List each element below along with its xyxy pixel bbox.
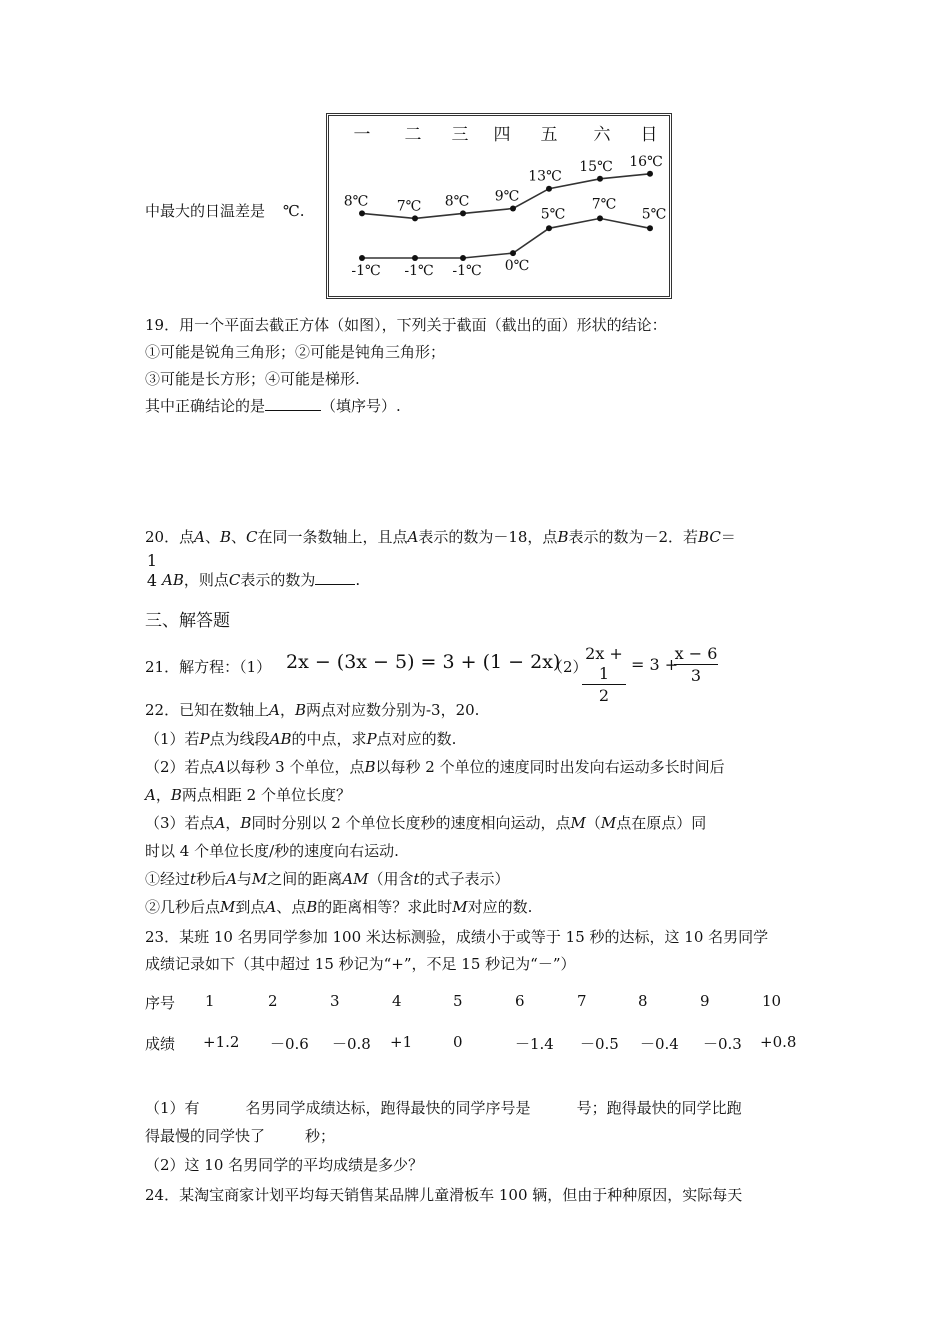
table-cell-index: 9: [700, 992, 710, 1010]
q23-stem2: 成绩记录如下（其中超过 15 秒记为“+”，不足 15 秒记为“－”）: [145, 955, 576, 973]
data-label-low: -1℃: [452, 263, 482, 279]
q22-sub1: ①经过t秒后A与M之间的距离AM（用含t的式子表示）: [145, 870, 510, 888]
data-point-high: [359, 210, 365, 216]
data-point-low: [597, 215, 603, 221]
q19-answer-blank[interactable]: [265, 396, 321, 411]
table-cell-score: －0.5: [580, 1035, 619, 1053]
q21-label2: （2）: [548, 658, 588, 676]
table-cell-score: +0.8: [760, 1033, 797, 1051]
table-cell-score: －0.3: [703, 1035, 742, 1053]
day-label: 六: [593, 125, 611, 145]
q23-part2: （2）这 10 名男同学的平均成绩是多少？: [145, 1156, 424, 1174]
data-label-high: 16℃: [629, 153, 663, 170]
table-cell-score: 0: [453, 1033, 463, 1051]
data-point-low: [359, 255, 365, 261]
q20-answer-blank[interactable]: [315, 570, 355, 585]
q19-stem: 19．用一个平面去截正方体（如图），下列关于截面（截出的面）形状的结论：: [145, 316, 667, 334]
q22-stem: 22．已知在数轴上A，B两点对应数分别为-3，20.: [145, 701, 480, 719]
data-label-high: 13℃: [528, 168, 562, 185]
q22-part1: （1）若P点为线段AB的中点，求P点对应的数.: [145, 730, 457, 748]
q21-fraction1: $\frac{2x + 1}{2}$: [582, 644, 626, 707]
temperature-chart: [326, 113, 672, 299]
q21-label: 21．解方程：（1）: [145, 658, 272, 676]
q20-stem: 20．点A、B、C在同一条数轴上，且点A表示的数为－18，点B表示的数为－2．若BC＝: [145, 528, 736, 546]
temperature-chart-svg: [329, 116, 669, 296]
day-label: 五: [540, 125, 558, 145]
table-cell-index: 10: [762, 992, 782, 1010]
data-label-high: 9℃: [494, 188, 520, 205]
q23-part1-cont: 得最慢的同学快了 秒；: [145, 1127, 336, 1145]
table-cell-score: －1.4: [515, 1035, 554, 1053]
q22-sub2: ②几秒后点M到点A、点B的距离相等？求此时M对应的数.: [145, 898, 533, 916]
day-label: 四: [493, 125, 511, 145]
q22-part2: （2）若点A以每秒 3 个单位，点B以每秒 2 个单位的速度同时出发向右运动多长时间后: [145, 758, 725, 776]
table-cell-index: 3: [330, 992, 340, 1010]
day-label: 日: [640, 125, 658, 145]
table-cell-score: +1.2: [203, 1033, 240, 1051]
data-point-high: [597, 176, 603, 182]
series-line-low: [362, 218, 650, 258]
q22-part2-cont: A，B两点相距 2 个单位长度？: [145, 786, 351, 804]
data-label-high: 8℃: [444, 193, 470, 210]
data-point-high: [510, 206, 516, 212]
data-point-high: [546, 186, 552, 192]
q22-part3: （3）若点A，B同时分别以 2 个单位长度秒的速度相向运动，点M（M点在原点）同: [145, 814, 707, 832]
q21-mid: = 3 +: [631, 655, 679, 674]
q22-part3-cont: 时以 4 个单位长度/秒的速度向右运动.: [145, 842, 399, 860]
data-label-high: 7℃: [396, 198, 422, 215]
day-label: 三: [451, 125, 469, 145]
data-label-low: -1℃: [404, 263, 434, 279]
table-cell-index: 5: [453, 992, 463, 1010]
q21-fraction2: $\frac{x - 6}{3}$: [674, 644, 718, 685]
q18-text: 中最大的日温差是 ℃.: [145, 202, 305, 220]
table-row-label: 成绩: [145, 1035, 176, 1053]
table-cell-score: +1: [390, 1033, 413, 1051]
table-cell-score: －0.4: [640, 1035, 679, 1053]
table-row-label: 序号: [145, 994, 176, 1012]
q23-stem1: 23．某班 10 名男同学参加 100 米达标测验，成绩小于或等于 15 秒的达标，这 10 名男同学: [145, 928, 769, 946]
data-label-high: 15℃: [579, 158, 613, 175]
table-cell-index: 1: [205, 992, 215, 1010]
q23-part1: （1）有 名男同学成绩达标，跑得最快的同学序号是 号；跑得最快的同学比跑: [145, 1099, 742, 1117]
table-cell-score: －0.6: [270, 1035, 309, 1053]
data-label-low: 5℃: [641, 206, 667, 223]
data-label-low: -1℃: [351, 263, 381, 279]
data-point-low: [510, 250, 516, 256]
table-cell-index: 2: [268, 992, 278, 1010]
data-point-low: [546, 225, 552, 231]
q20-stem-cont: AB，则点C表示的数为 .: [162, 571, 361, 589]
data-point-low: [647, 225, 653, 231]
data-label-low: 0℃: [504, 258, 530, 275]
day-label: 二: [404, 125, 422, 145]
data-point-high: [647, 171, 653, 177]
table-cell-index: 6: [515, 992, 525, 1010]
table-cell-score: －0.8: [332, 1035, 371, 1053]
data-point-low: [460, 255, 466, 261]
section-heading: 三、解答题: [145, 611, 230, 631]
q19-option-line2: ③可能是长方形；④可能是梯形.: [145, 370, 360, 388]
q21-equation1: 2x − (3x − 5) = 3 + (1 − 2x): [286, 651, 561, 673]
data-point-high: [460, 210, 466, 216]
table-cell-index: 8: [638, 992, 648, 1010]
data-label-low: 7℃: [591, 196, 617, 213]
q19-question: 其中正确结论的是 （填序号）.: [145, 397, 401, 415]
q19-option-line1: ①可能是锐角三角形；②可能是钝角三角形；: [145, 343, 446, 361]
table-cell-index: 7: [577, 992, 587, 1010]
day-label: 一: [353, 125, 371, 145]
q20-fraction: 1 4: [146, 551, 158, 590]
data-label-low: 5℃: [540, 206, 566, 223]
table-cell-index: 4: [392, 992, 402, 1010]
data-point-low: [412, 255, 418, 261]
data-label-high: 8℃: [343, 193, 369, 210]
data-point-high: [412, 215, 418, 221]
q24-stem: 24．某淘宝商家计划平均每天销售某品牌儿童滑板车 100 辆，但由于种种原因，实际每天: [145, 1186, 743, 1204]
